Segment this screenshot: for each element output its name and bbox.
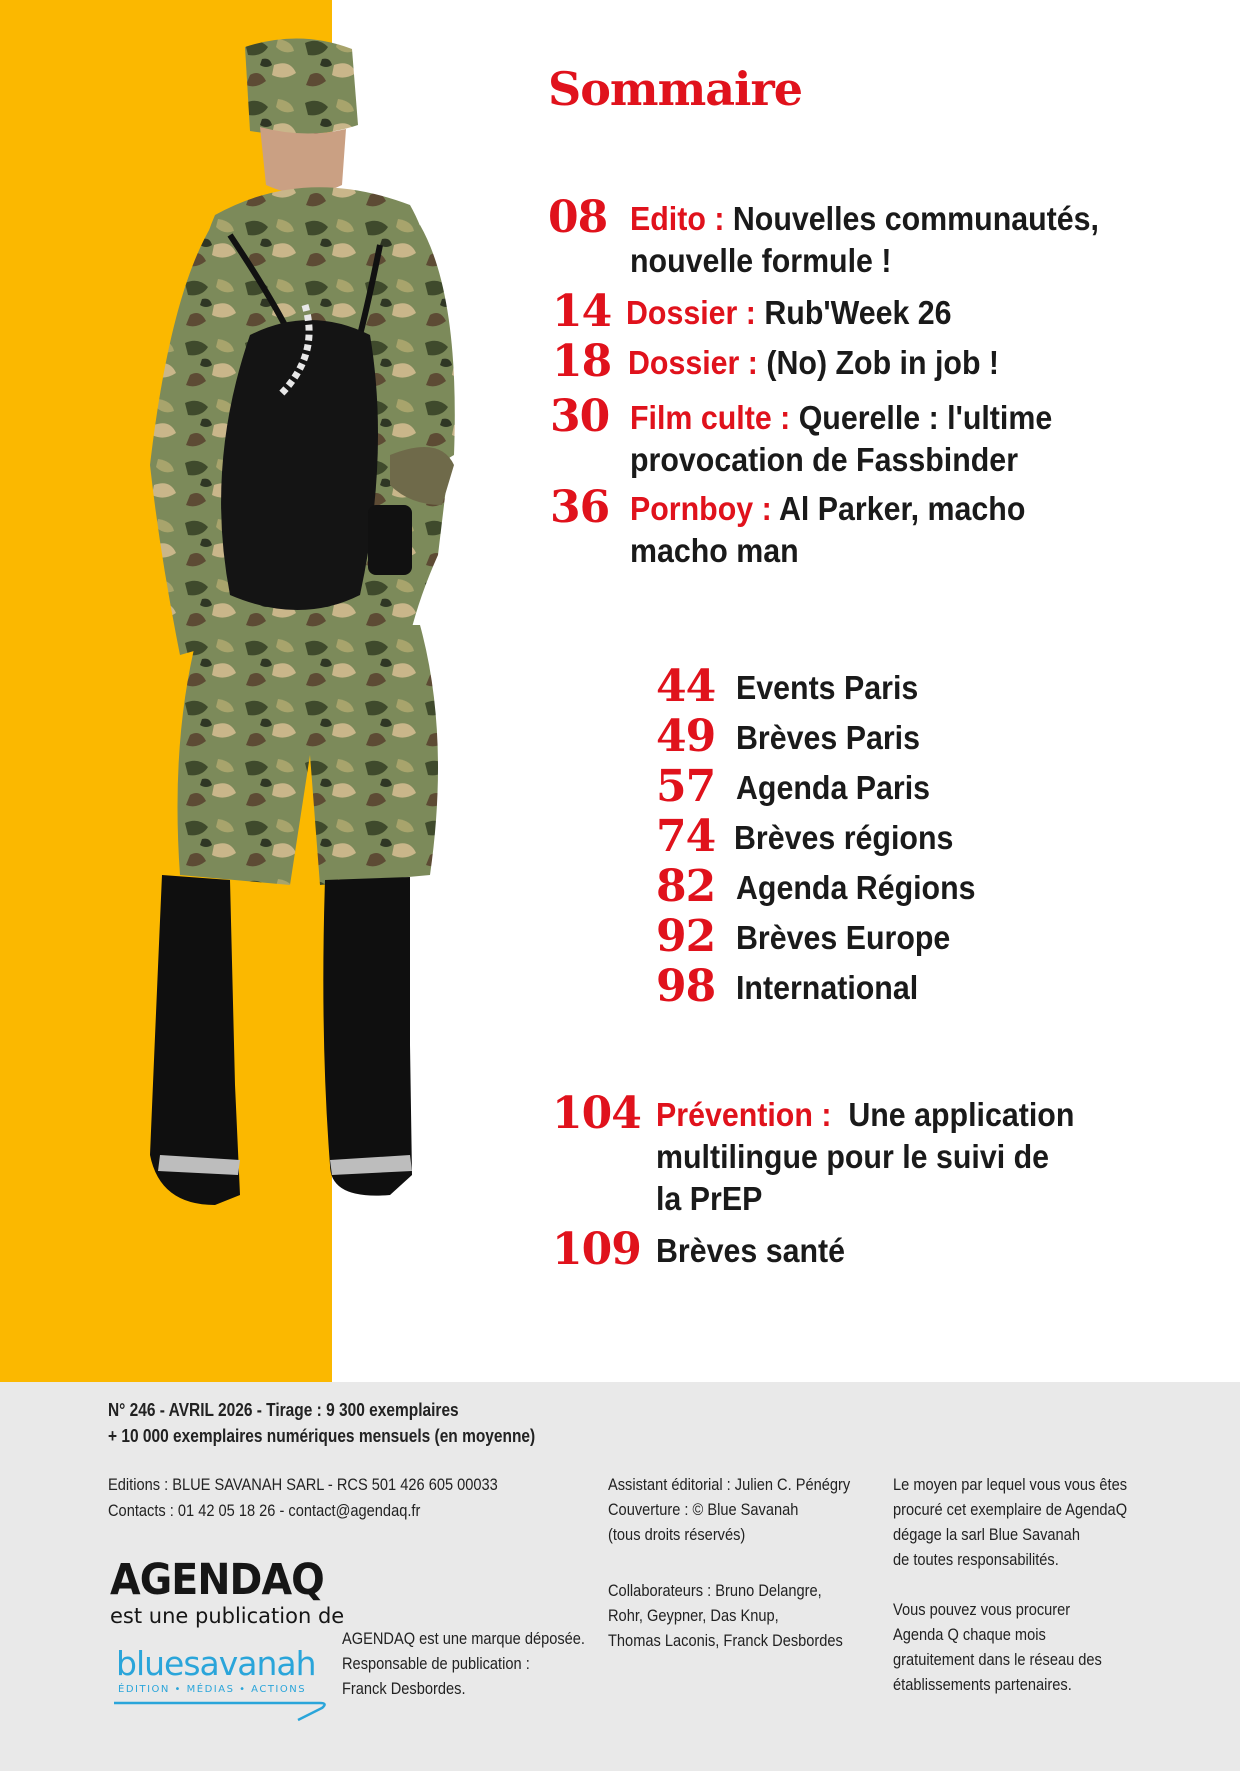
section-title: International xyxy=(736,969,919,1006)
editorial-assistant: Assistant éditorial : Julien C. Pénégry xyxy=(608,1475,851,1494)
rights-note: (tous droits réservés) xyxy=(608,1525,746,1544)
page-number: 18 xyxy=(552,336,612,387)
toc-section[interactable] xyxy=(656,811,1076,862)
entry-title: Une application xyxy=(848,1096,1075,1133)
contributors: Collaborateurs : Bruno Delangre, xyxy=(608,1581,822,1600)
toc-section[interactable] xyxy=(656,961,1076,1012)
page-number: 36 xyxy=(550,482,610,533)
entry-title: Brèves santé xyxy=(656,1232,846,1269)
entry-title-line2: macho man xyxy=(630,532,799,569)
toc-entry[interactable] xyxy=(550,482,1190,576)
entry-title: Rub'Week 26 xyxy=(764,294,952,331)
issue-info-digital: + 10 000 exemplaires numériques mensuels (en moyenne) xyxy=(108,1426,536,1446)
agendaq-logo: AGENDAQ xyxy=(110,1555,324,1605)
category-label: Film culte : xyxy=(630,399,791,436)
cover-photo xyxy=(120,35,540,1365)
availability-note-line2: Agenda Q chaque mois xyxy=(893,1625,1046,1644)
toc-entry[interactable] xyxy=(548,192,1188,296)
page-title: Sommaire xyxy=(548,62,803,116)
page-number: 109 xyxy=(552,1224,641,1275)
category-label: Dossier : xyxy=(628,344,758,381)
section-title: Events Paris xyxy=(736,669,919,706)
bluesavanah-tagline: ÉDITION • MÉDIAS • ACTIONS xyxy=(118,1684,307,1695)
entry-title-line2: multilingue pour le suivi de xyxy=(656,1138,1050,1175)
bluesavanah-logo xyxy=(112,1640,332,1720)
toc-entry[interactable] xyxy=(552,286,1192,338)
toc-entry[interactable] xyxy=(552,336,1192,388)
page-number: 14 xyxy=(552,286,612,337)
publication-director-label: Responsable de publication : xyxy=(342,1654,530,1673)
toc-section[interactable] xyxy=(656,911,1076,962)
entry-title: Querelle : l'ultime xyxy=(798,399,1053,436)
page-number: 57 xyxy=(656,761,716,812)
disclaimer-line4: de toutes responsabilités. xyxy=(893,1550,1059,1569)
contributors-line3: Thomas Laconis, Franck Desbordes xyxy=(608,1631,843,1650)
trademark-note: AGENDAQ est une marque déposée. xyxy=(342,1629,585,1648)
toc-entry[interactable] xyxy=(552,1088,1212,1226)
page-number: 30 xyxy=(550,391,610,442)
category-label: Dossier : xyxy=(626,294,756,331)
toc-section[interactable] xyxy=(656,661,1076,712)
page-number: 92 xyxy=(656,911,716,962)
issue-info: N° 246 - AVRIL 2026 - Tirage : 9 300 exemplaires xyxy=(108,1400,459,1420)
availability-note-line4: établissements partenaires. xyxy=(893,1675,1072,1694)
section-title: Agenda Paris xyxy=(736,769,931,806)
disclaimer-line3: dégage la sarl Blue Savanah xyxy=(893,1525,1080,1544)
bluesavanah-wordmark: bluesavanah xyxy=(116,1644,316,1683)
contact-info: Contacts : 01 42 05 18 26 - contact@agendaq.fr xyxy=(108,1501,421,1520)
toc-entry[interactable] xyxy=(550,391,1190,485)
page-number: 74 xyxy=(656,811,716,862)
speech-tail-icon xyxy=(112,1700,332,1722)
category-label: Edito : xyxy=(630,200,725,237)
toc-section[interactable] xyxy=(656,761,1076,812)
disclaimer-line2: procuré cet exemplaire de AgendaQ xyxy=(893,1500,1128,1519)
page-number: 98 xyxy=(656,961,716,1012)
availability-note-line3: gratuitement dans le réseau des xyxy=(893,1650,1102,1669)
section-title: Brèves Paris xyxy=(736,719,920,756)
entry-title: Al Parker, macho xyxy=(778,490,1026,527)
contributors-line2: Rohr, Geypner, Das Knup, xyxy=(608,1606,779,1625)
disclaimer: Le moyen par lequel vous vous êtes xyxy=(893,1475,1128,1494)
page-number: 49 xyxy=(656,711,716,762)
availability-note: Vous pouvez vous procurer xyxy=(893,1600,1071,1619)
entry-title-line2: provocation de Fassbinder xyxy=(630,441,1019,478)
publication-of-label: est une publication de xyxy=(110,1604,345,1628)
section-title: Brèves Europe xyxy=(736,919,951,956)
section-title: Agenda Régions xyxy=(736,869,976,906)
publisher-info: Editions : BLUE SAVANAH SARL - RCS 501 426 605 00033 xyxy=(108,1475,498,1494)
publication-director-name: Franck Desbordes. xyxy=(342,1679,466,1698)
section-title: Brèves régions xyxy=(734,819,954,856)
page-number: 44 xyxy=(656,661,716,712)
entry-title-line3: la PrEP xyxy=(656,1180,763,1217)
toc-entry[interactable] xyxy=(552,1224,1212,1276)
category-label: Prévention : xyxy=(656,1096,832,1133)
page-number: 82 xyxy=(656,861,716,912)
entry-title: Nouvelles communautés, xyxy=(732,200,1099,237)
category-label: Pornboy : xyxy=(630,490,772,527)
entry-title: (No) Zob in job ! xyxy=(766,344,1000,381)
cover-credit: Couverture : © Blue Savanah xyxy=(608,1500,799,1519)
page-number: 08 xyxy=(548,192,608,243)
toc-section[interactable] xyxy=(656,711,1076,762)
page-number: 104 xyxy=(552,1088,641,1139)
toc-section[interactable] xyxy=(656,861,1076,912)
entry-title-line2: nouvelle formule ! xyxy=(630,242,892,279)
